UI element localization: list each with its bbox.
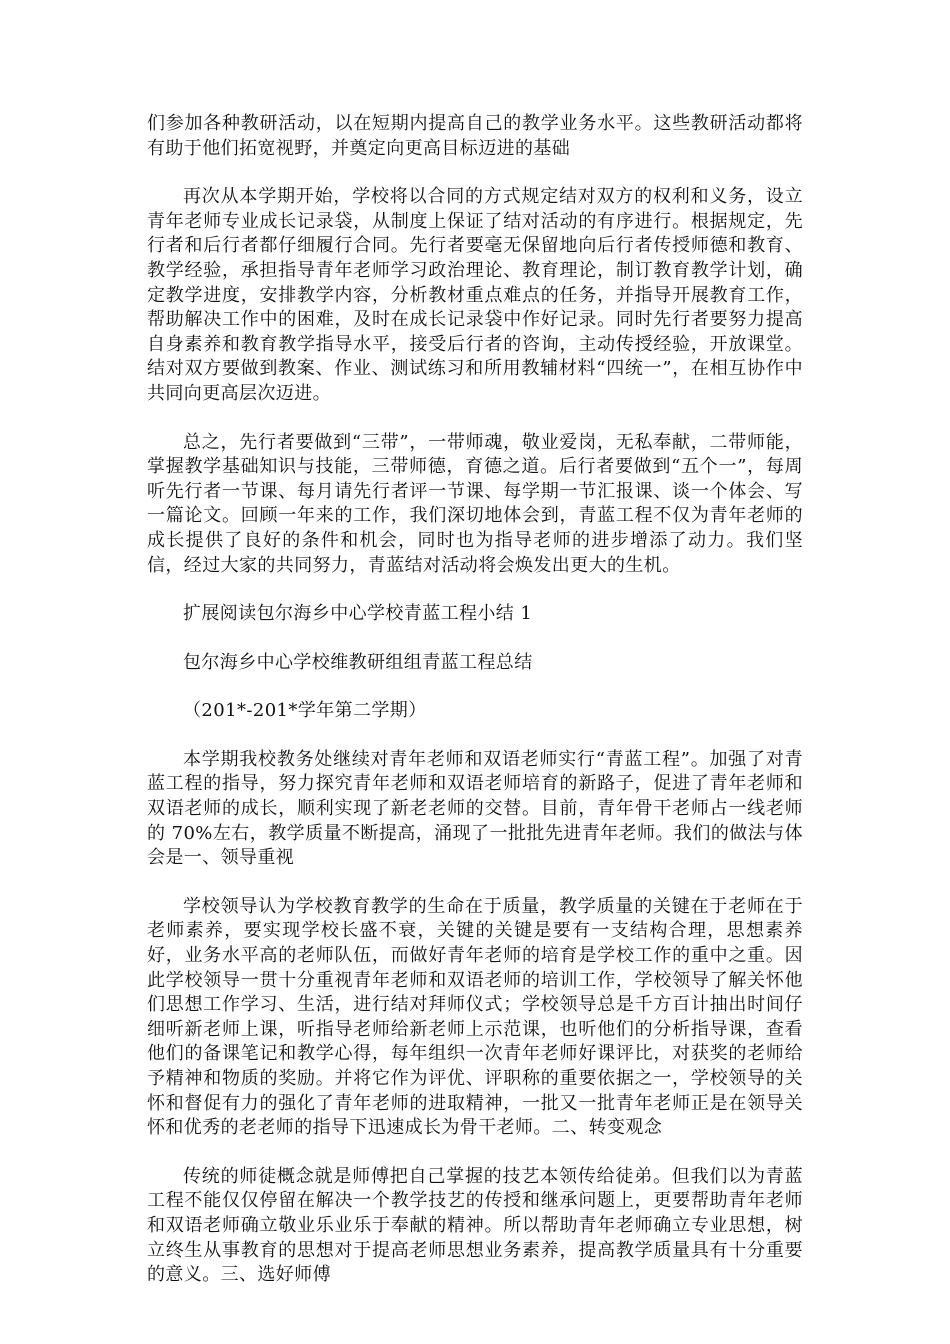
document-page [147, 112, 803, 1312]
extended-reading-title: 扩展阅读包尔海乡中心学校青蓝工程小结 1 [183, 603, 533, 625]
paragraph-contract: 再次从本学期开始，学校将以合同的方式规定结对双方的权利和义务，设立青年老师专业成长记录袋，从制度上保证了结对活动的有序进行。根据规定，先行者和后行者都仔细履行合同。先行者要毫无保留地向后行者传授师德和教育、教学经验，承担指导青年老师学习政治理论、教育理论，制订教育教学计划，确定教学进度，安排教学内容，分析教材重点难点的任务，并指导开展教育工作，帮助解决工作中的困难，及时在成长记录袋中作好记录。同时先行者要努力提高自身素养和教育教学指导水平，接受后行者的咨询，主动传授经验，开放课堂。结对双方要做到教案、作业、测试练习和所用教辅材料“四统一”，在相互协作中共同向更高层次迈进。 [147, 186, 803, 404]
paragraph-intro: 本学期我校教务处继续对青年老师和双语老师实行“青蓝工程”。加强了对青蓝工程的指导，努力探究青年老师和双语老师培育的新路子，促进了青年老师和双语老师的成长，顺利实现了新老老师的交替。目前，青年骨干老师占一线老师的 70%左右，教学质量不断提高，涌现了一批批先进青年老师。我们的做法与体会是一、领导重视 [147, 748, 803, 869]
paragraph-concept: 传统的师徒概念就是师傅把自己掌握的技艺本领传给徒弟。但我们以为青蓝工程不能仅仅停留在解决一个教学技艺的传授和继承问题上，更要帮助青年老师和双语老师确立敬业乐业乐于奉献的精神。所以帮助青年老师确立专业思想，树立终生从事教育的思想对于提高老师思想业务素养，提高教学质量具有十分重要的意义。三、选好师傅 [147, 1165, 803, 1286]
paragraph-summary: 总之，先行者要做到“三带”，一带师魂，敬业爱岗，无私奉献，二带师能，掌握教学基础知识与技能，三带师德，育德之道。后行者要做到“五个一”，每周听先行者一节课、每月请先行者评一节课、每学期一节汇报课、谈一个体会、写一篇论文。回顾一年来的工作，我们深切地体会到，青蓝工程不仅为青年老师的成长提供了良好的条件和机会，同时也为指导老师的进步增添了动力。我们坚信，经过大家的共同努力，青蓝结对活动将会焕发出更大的生机。 [147, 431, 803, 576]
report-term: （201*-201*学年第二学期） [183, 700, 427, 722]
paragraph-continuation: 们参加各种教研活动，以在短期内提高自己的教学业务水平。这些教研活动都将有助于他们拓宽视野，并奠定向更高目标迈进的基础 [147, 113, 803, 159]
report-title: 包尔海乡中心学校维教研组组青蓝工程总结 [183, 651, 533, 673]
paragraph-leadership: 学校领导认为学校教育教学的生命在于质量，教学质量的关键在于老师在于老师素养，要实现学校长盛不衰，关键的关键是要有一支结构合理，思想素养好，业务水平高的老师队伍，而做好青年老师的培育是学校工作的重中之重。因此学校领导一贯十分重视青年老师和双语老师的培训工作，学校领导了解关怀他们思想工作学习、生活，进行结对拜师仪式；学校领导总是千方百计抽出时间仔细听新老师上课，听指导老师给新老师上示范课，也听他们的分析指导课，查看他们的备课笔记和教学心得，每年组织一次青年老师好课评比，对获奖的老师给予精神和物质的奖励。并将它作为评优、评职称的重要依据之一，学校领导的关怀和督促有力的强化了青年老师的进取精神，一批又一批青年老师正是在领导关怀和优秀的老老师的指导下迅速成长为骨干老师。二、转变观念 [147, 895, 803, 1139]
